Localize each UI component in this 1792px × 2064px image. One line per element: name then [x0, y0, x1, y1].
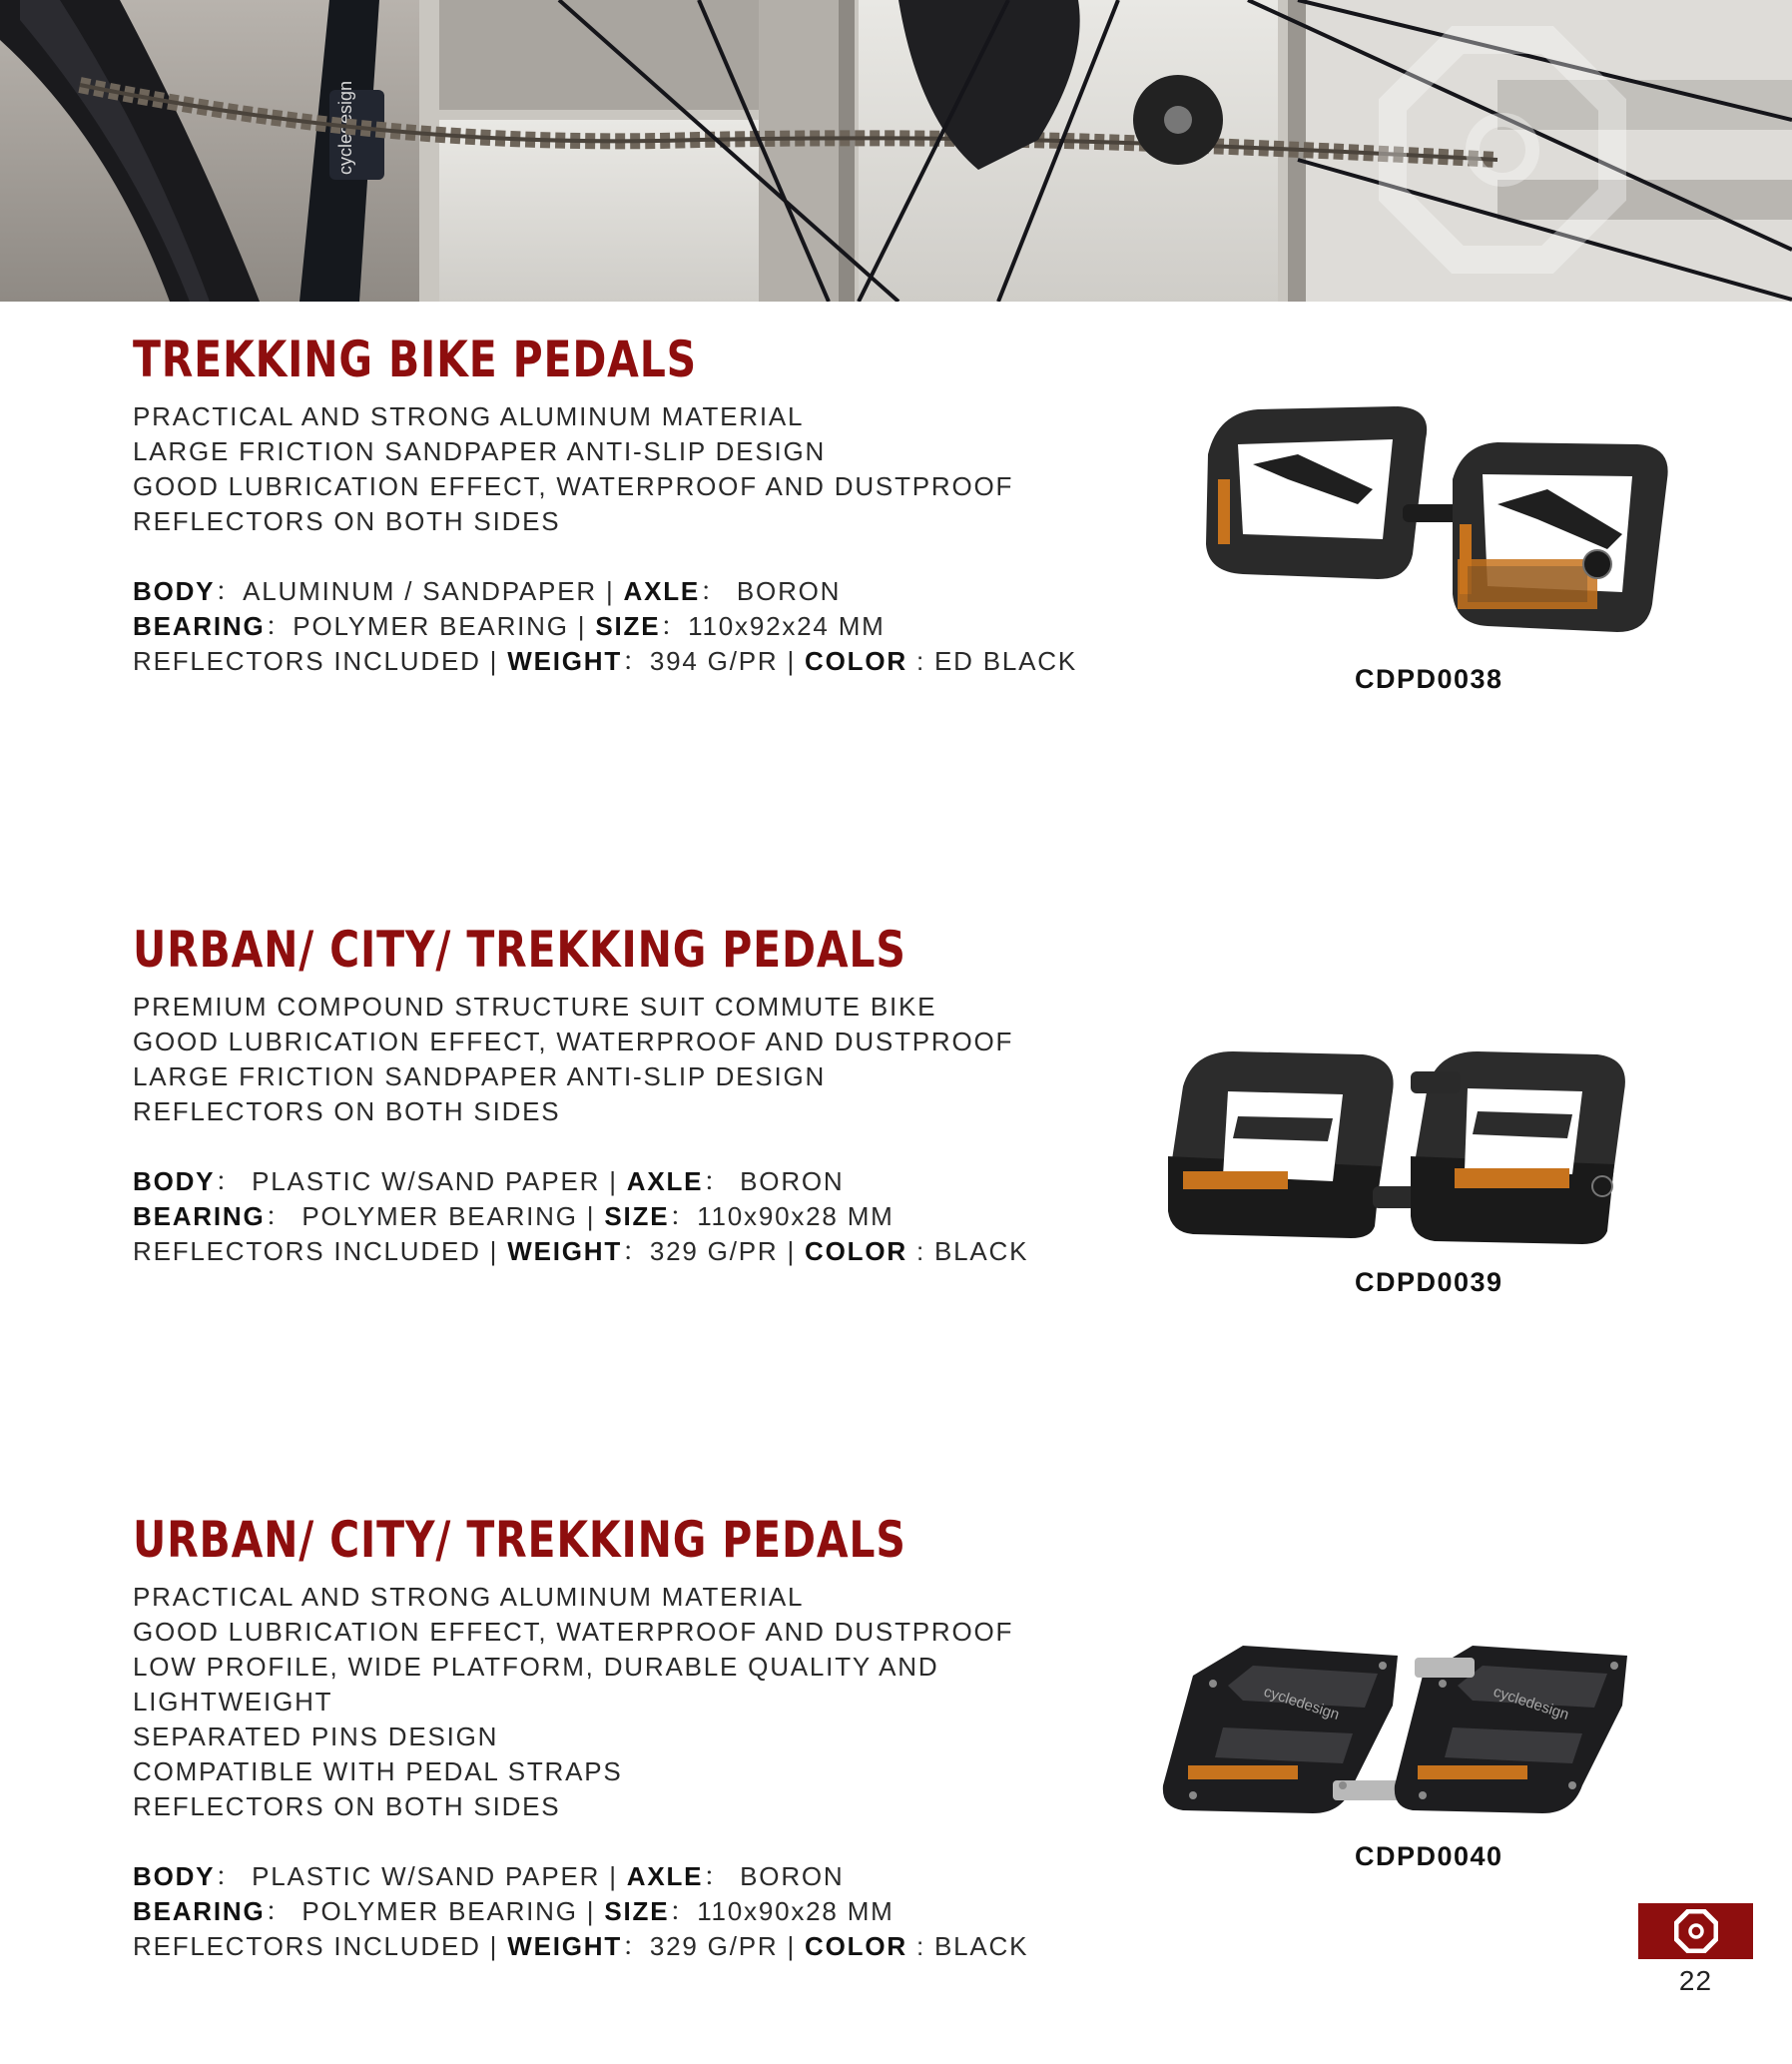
spec-value: REFLECTORS INCLUDED | [133, 646, 508, 676]
spec-line [133, 1894, 1131, 1929]
feature-list [133, 399, 1131, 539]
spec-label: WEIGHT [507, 646, 623, 676]
feature-item: REFLECTORS ON BOTH SIDES [133, 1791, 561, 1821]
product-section-3 [133, 1510, 1131, 1964]
product-code: CDPD0038 [1355, 664, 1503, 694]
product-image-cdpd0038 [1198, 394, 1717, 694]
spec-line [133, 644, 1131, 679]
spec-value: ： PLASTIC W/SAND PAPER | [215, 1166, 627, 1196]
feature-item: GOOD LUBRICATION EFFECT, WATERPROOF AND DUSTPROOF [133, 1027, 1014, 1056]
spec-value: ：ALUMINUM / SANDPAPER | [215, 576, 624, 606]
spec-label: SIZE [604, 1896, 670, 1926]
spec-value: ：394 G/PR | [622, 646, 806, 676]
page-number: 22 [1678, 1965, 1713, 1996]
spec-label: AXLE [626, 1166, 704, 1196]
brand-logo-icon [1674, 1909, 1718, 1953]
spec-line [133, 609, 1131, 644]
spec-list [133, 574, 1131, 679]
spec-label: COLOR [805, 1931, 907, 1961]
product-code: CDPD0040 [1355, 1841, 1503, 1871]
spec-value: REFLECTORS INCLUDED | [133, 1931, 508, 1961]
product-section-1 [133, 330, 1131, 679]
spec-label: BEARING [133, 611, 266, 641]
feature-item: GOOD LUBRICATION EFFECT, WATERPROOF AND DUSTPROOF [133, 1617, 1014, 1647]
feature-item: PRACTICAL AND STRONG ALUMINUM MATERIAL [133, 1582, 805, 1612]
feature-list [133, 1580, 1131, 1824]
spec-value: ：329 G/PR | [622, 1931, 806, 1961]
spec-value: ：110x90x28 MM [669, 1201, 895, 1231]
feature-item: LARGE FRICTION SANDPAPER ANTI-SLIP DESIGN [133, 436, 827, 466]
spec-value: ： BORON [703, 1861, 845, 1891]
spec-label: COLOR [805, 1236, 907, 1266]
pedal-brand-print: cycledesign [1491, 1683, 1571, 1724]
product-image-cdpd0040 [1153, 1636, 1672, 1871]
spec-value: ： POLYMER BEARING | [265, 1896, 605, 1926]
spec-value: ：110x92x24 MM [660, 611, 886, 641]
spec-label: COLOR [805, 646, 907, 676]
spec-value: ： BORON [700, 576, 842, 606]
feature-item: LOW PROFILE, WIDE PLATFORM, DURABLE QUALITY AND LIGHTWEIGHT [133, 1652, 939, 1717]
spec-line [133, 1929, 1131, 1964]
feature-item: PREMIUM COMPOUND STRUCTURE SUIT COMMUTE BIKE [133, 992, 937, 1022]
spec-label: SIZE [604, 1201, 670, 1231]
spec-list [133, 1859, 1131, 1964]
spec-label: WEIGHT [507, 1236, 623, 1266]
feature-item: GOOD LUBRICATION EFFECT, WATERPROOF AND DUSTPROOF [133, 471, 1014, 501]
spec-label: BODY [133, 1166, 216, 1196]
pedal-brand-print: cycledesign [1261, 1683, 1342, 1724]
spec-line [133, 574, 1131, 609]
spec-label: WEIGHT [507, 1931, 623, 1961]
section-title: URBAN/ CITY/ TREKKING PEDALS [133, 1511, 906, 1569]
feature-item: COMPATIBLE WITH PEDAL STRAPS [133, 1756, 623, 1786]
feature-item: PRACTICAL AND STRONG ALUMINUM MATERIAL [133, 401, 805, 431]
section-title: URBAN/ CITY/ TREKKING PEDALS [133, 921, 906, 979]
frame-brand-text: cycledesign [335, 80, 355, 175]
spec-value: ：110x90x28 MM [669, 1896, 895, 1926]
page-badge [1638, 1903, 1753, 1959]
spec-value: ： POLYMER BEARING | [265, 1201, 605, 1231]
spec-value: ： BORON [703, 1166, 845, 1196]
spec-line [133, 1199, 1131, 1234]
product-section-2 [133, 920, 1131, 1269]
spec-label: SIZE [595, 611, 661, 641]
spec-value: : ED BLACK [906, 646, 1078, 676]
spec-line [133, 1234, 1131, 1269]
spec-label: AXLE [623, 576, 701, 606]
feature-item: SEPARATED PINS DESIGN [133, 1721, 499, 1751]
spec-label: AXLE [626, 1861, 704, 1891]
spec-value: ：POLYMER BEARING | [265, 611, 596, 641]
product-image-cdpd0039 [1153, 1046, 1672, 1297]
spec-label: BODY [133, 1861, 216, 1891]
spec-list [133, 1164, 1131, 1269]
section-title: TREKKING BIKE PEDALS [133, 331, 698, 388]
spec-value: REFLECTORS INCLUDED | [133, 1236, 508, 1266]
spec-value: ：329 G/PR | [622, 1236, 806, 1266]
spec-label: BEARING [133, 1896, 266, 1926]
product-code: CDPD0039 [1355, 1267, 1503, 1297]
feature-item: LARGE FRICTION SANDPAPER ANTI-SLIP DESIGN [133, 1061, 827, 1091]
spec-line [133, 1859, 1131, 1894]
spec-value: : BLACK [906, 1236, 1029, 1266]
hero-photo [0, 0, 1792, 302]
spec-line [133, 1164, 1131, 1199]
spec-label: BEARING [133, 1201, 266, 1231]
spec-label: BODY [133, 576, 216, 606]
feature-list [133, 990, 1131, 1129]
feature-item: REFLECTORS ON BOTH SIDES [133, 506, 561, 536]
spec-value: ： PLASTIC W/SAND PAPER | [215, 1861, 627, 1891]
spec-value: : BLACK [906, 1931, 1029, 1961]
feature-item: REFLECTORS ON BOTH SIDES [133, 1096, 561, 1126]
